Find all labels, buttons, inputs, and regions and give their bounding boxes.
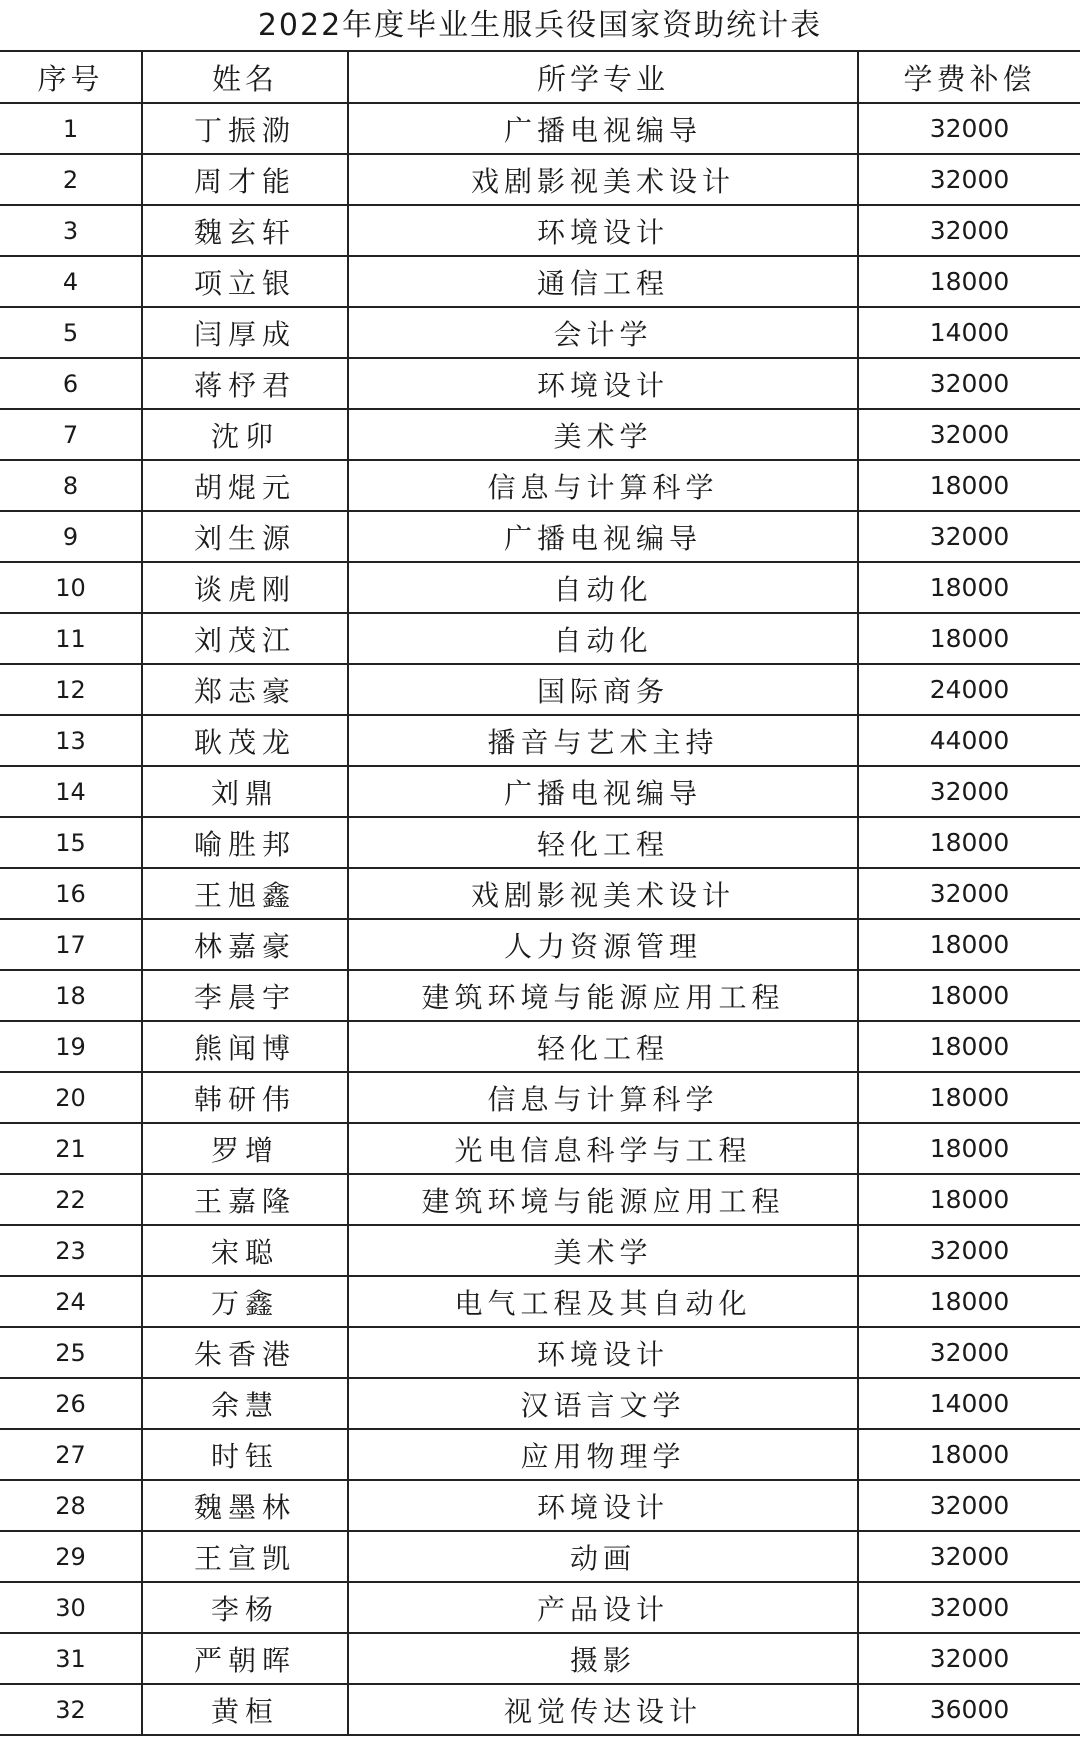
row-index: 4 — [0, 256, 142, 307]
row-index: 17 — [0, 919, 142, 970]
table-row — [0, 1429, 1080, 1480]
tuition-amount: 32000 — [858, 1480, 1080, 1531]
header-index: 序号 — [0, 52, 142, 103]
table-row — [0, 919, 1080, 970]
row-index: 16 — [0, 868, 142, 919]
tuition-amount: 32000 — [858, 409, 1080, 460]
student-name: 刘鼎 — [142, 766, 348, 817]
student-name: 项立银 — [142, 256, 348, 307]
table-row — [0, 307, 1080, 358]
row-index: 28 — [0, 1480, 142, 1531]
tuition-amount: 18000 — [858, 817, 1080, 868]
table-row — [0, 1123, 1080, 1174]
tuition-amount: 32000 — [858, 1225, 1080, 1276]
table-row — [0, 817, 1080, 868]
major: 轻化工程 — [348, 1021, 858, 1072]
major: 轻化工程 — [348, 817, 858, 868]
tuition-amount: 32000 — [858, 868, 1080, 919]
tuition-amount: 24000 — [858, 664, 1080, 715]
row-index: 19 — [0, 1021, 142, 1072]
major: 广播电视编导 — [348, 103, 858, 154]
header-major: 所学专业 — [348, 52, 858, 103]
tuition-amount: 32000 — [858, 103, 1080, 154]
table-row — [0, 664, 1080, 715]
tuition-amount: 32000 — [858, 154, 1080, 205]
tuition-amount: 18000 — [858, 562, 1080, 613]
table-row — [0, 1582, 1080, 1633]
row-index: 2 — [0, 154, 142, 205]
row-index: 11 — [0, 613, 142, 664]
tuition-amount: 18000 — [858, 460, 1080, 511]
tuition-amount: 18000 — [858, 1123, 1080, 1174]
student-name: 朱香港 — [142, 1327, 348, 1378]
tuition-amount: 32000 — [858, 511, 1080, 562]
table-row — [0, 613, 1080, 664]
major: 摄影 — [348, 1633, 858, 1684]
major: 美术学 — [348, 1225, 858, 1276]
table-row — [0, 256, 1080, 307]
student-name: 余慧 — [142, 1378, 348, 1429]
table-body — [0, 103, 1080, 1735]
student-name: 熊闻博 — [142, 1021, 348, 1072]
major: 广播电视编导 — [348, 766, 858, 817]
major: 环境设计 — [348, 205, 858, 256]
header-tuition: 学费补偿 — [858, 52, 1080, 103]
row-index: 18 — [0, 970, 142, 1021]
student-name: 沈卯 — [142, 409, 348, 460]
student-name: 王宣凯 — [142, 1531, 348, 1582]
student-name: 丁振泐 — [142, 103, 348, 154]
tuition-amount: 18000 — [858, 1429, 1080, 1480]
table-row — [0, 1327, 1080, 1378]
student-name: 谈虎刚 — [142, 562, 348, 613]
major: 国际商务 — [348, 664, 858, 715]
table-row — [0, 715, 1080, 766]
major: 自动化 — [348, 613, 858, 664]
row-index: 10 — [0, 562, 142, 613]
student-name: 时钰 — [142, 1429, 348, 1480]
table-row — [0, 766, 1080, 817]
tuition-amount: 18000 — [858, 613, 1080, 664]
row-index: 21 — [0, 1123, 142, 1174]
major: 应用物理学 — [348, 1429, 858, 1480]
student-name: 宋聪 — [142, 1225, 348, 1276]
major: 会计学 — [348, 307, 858, 358]
row-index: 7 — [0, 409, 142, 460]
table-row — [0, 1480, 1080, 1531]
row-index: 8 — [0, 460, 142, 511]
major: 环境设计 — [348, 1327, 858, 1378]
table-row — [0, 205, 1080, 256]
row-index: 13 — [0, 715, 142, 766]
student-name: 喻胜邦 — [142, 817, 348, 868]
row-index: 22 — [0, 1174, 142, 1225]
major: 戏剧影视美术设计 — [348, 154, 858, 205]
student-name: 胡焜元 — [142, 460, 348, 511]
table-row — [0, 103, 1080, 154]
row-index: 30 — [0, 1582, 142, 1633]
student-name: 林嘉豪 — [142, 919, 348, 970]
major: 人力资源管理 — [348, 919, 858, 970]
table-row — [0, 1072, 1080, 1123]
row-index: 3 — [0, 205, 142, 256]
tuition-amount: 32000 — [858, 1531, 1080, 1582]
table-row — [0, 868, 1080, 919]
major: 产品设计 — [348, 1582, 858, 1633]
table-row — [0, 154, 1080, 205]
row-index: 20 — [0, 1072, 142, 1123]
tuition-amount: 18000 — [858, 970, 1080, 1021]
student-name: 刘生源 — [142, 511, 348, 562]
major: 广播电视编导 — [348, 511, 858, 562]
major: 光电信息科学与工程 — [348, 1123, 858, 1174]
student-name: 韩研伟 — [142, 1072, 348, 1123]
table-row — [0, 1684, 1080, 1735]
student-name: 郑志豪 — [142, 664, 348, 715]
major: 动画 — [348, 1531, 858, 1582]
major: 环境设计 — [348, 358, 858, 409]
major: 信息与计算科学 — [348, 460, 858, 511]
tuition-amount: 32000 — [858, 205, 1080, 256]
major: 汉语言文学 — [348, 1378, 858, 1429]
tuition-amount: 18000 — [858, 256, 1080, 307]
row-index: 25 — [0, 1327, 142, 1378]
row-index: 29 — [0, 1531, 142, 1582]
table-row — [0, 1531, 1080, 1582]
row-index: 32 — [0, 1684, 142, 1735]
row-index: 26 — [0, 1378, 142, 1429]
header-name: 姓名 — [142, 52, 348, 103]
table-row — [0, 562, 1080, 613]
table-row — [0, 1174, 1080, 1225]
row-index: 12 — [0, 664, 142, 715]
major: 自动化 — [348, 562, 858, 613]
student-name: 魏墨林 — [142, 1480, 348, 1531]
student-name: 蒋杼君 — [142, 358, 348, 409]
table-row — [0, 1021, 1080, 1072]
major: 电气工程及其自动化 — [348, 1276, 858, 1327]
tuition-amount: 36000 — [858, 1684, 1080, 1735]
student-name: 万鑫 — [142, 1276, 348, 1327]
student-name: 严朝晖 — [142, 1633, 348, 1684]
student-name: 刘茂江 — [142, 613, 348, 664]
major: 美术学 — [348, 409, 858, 460]
major: 信息与计算科学 — [348, 1072, 858, 1123]
tuition-amount: 32000 — [858, 766, 1080, 817]
row-index: 31 — [0, 1633, 142, 1684]
table-row — [0, 460, 1080, 511]
table-row — [0, 1225, 1080, 1276]
major: 建筑环境与能源应用工程 — [348, 1174, 858, 1225]
row-index: 24 — [0, 1276, 142, 1327]
header-row — [0, 52, 1080, 103]
student-name: 周才能 — [142, 154, 348, 205]
tuition-amount: 32000 — [858, 358, 1080, 409]
major: 播音与艺术主持 — [348, 715, 858, 766]
tuition-amount: 18000 — [858, 919, 1080, 970]
row-index: 5 — [0, 307, 142, 358]
tuition-amount: 44000 — [858, 715, 1080, 766]
table-row — [0, 1276, 1080, 1327]
tuition-amount: 14000 — [858, 307, 1080, 358]
student-name: 黄桓 — [142, 1684, 348, 1735]
row-index: 6 — [0, 358, 142, 409]
table-row — [0, 970, 1080, 1021]
student-name: 罗增 — [142, 1123, 348, 1174]
tuition-amount: 18000 — [858, 1276, 1080, 1327]
table-row — [0, 511, 1080, 562]
page-title: 2022年度毕业生服兵役国家资助统计表 — [0, 0, 1080, 52]
tuition-amount: 14000 — [858, 1378, 1080, 1429]
student-name: 李晨宇 — [142, 970, 348, 1021]
major: 戏剧影视美术设计 — [348, 868, 858, 919]
major: 视觉传达设计 — [348, 1684, 858, 1735]
row-index: 23 — [0, 1225, 142, 1276]
tuition-amount: 18000 — [858, 1072, 1080, 1123]
tuition-amount: 32000 — [858, 1327, 1080, 1378]
row-index: 9 — [0, 511, 142, 562]
row-index: 14 — [0, 766, 142, 817]
student-name: 魏玄轩 — [142, 205, 348, 256]
row-index: 1 — [0, 103, 142, 154]
tuition-amount: 18000 — [858, 1174, 1080, 1225]
tuition-amount: 32000 — [858, 1633, 1080, 1684]
row-index: 15 — [0, 817, 142, 868]
row-index: 27 — [0, 1429, 142, 1480]
table-row — [0, 1633, 1080, 1684]
table-row — [0, 358, 1080, 409]
tuition-amount: 18000 — [858, 1021, 1080, 1072]
tuition-amount: 32000 — [858, 1582, 1080, 1633]
student-name: 闫厚成 — [142, 307, 348, 358]
subsidy-table — [0, 52, 1080, 1736]
major: 通信工程 — [348, 256, 858, 307]
student-name: 耿茂龙 — [142, 715, 348, 766]
table-row — [0, 1378, 1080, 1429]
major: 建筑环境与能源应用工程 — [348, 970, 858, 1021]
student-name: 王旭鑫 — [142, 868, 348, 919]
major: 环境设计 — [348, 1480, 858, 1531]
table-row — [0, 409, 1080, 460]
student-name: 李杨 — [142, 1582, 348, 1633]
student-name: 王嘉隆 — [142, 1174, 348, 1225]
